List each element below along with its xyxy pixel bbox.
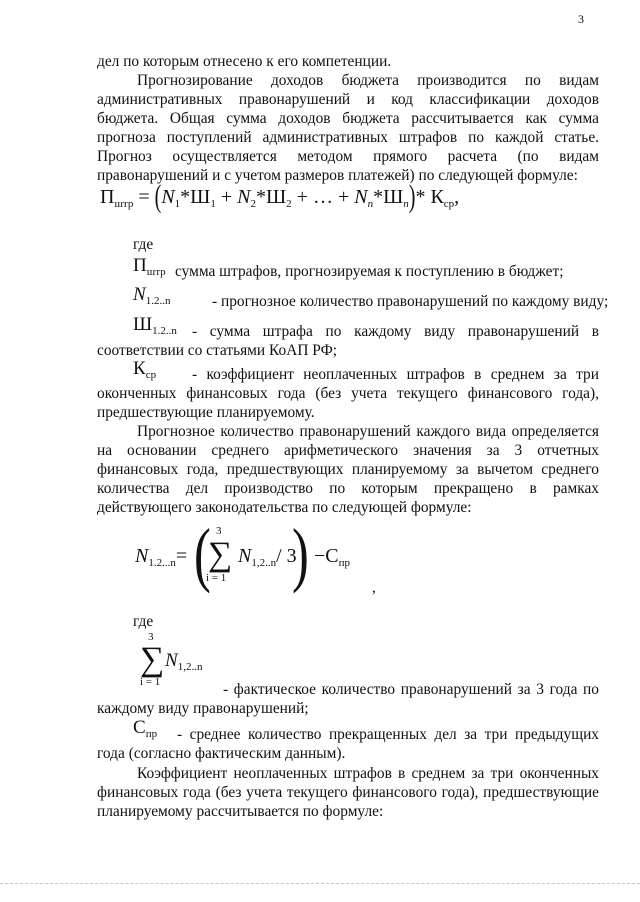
def-text-k: - коэффициент неоплаченных штрафов в среднем за три оконченных финансовых года (без учета текущего финансового года), предшествующие планируемому. [97, 366, 599, 421]
formula2-sum-body: $N_{1,2..n}/$ 3 [238, 545, 297, 569]
def-symbol-sh: $Ш_{1.2..n}$ [133, 314, 177, 337]
def-text-sum: - фактическое количество правонарушений за 3 года по каждому виду правонарушений; [97, 681, 599, 717]
page-number: 3 [578, 12, 584, 26]
formula2-lhs: $N_{1.2...n}=$ [135, 545, 188, 569]
sum-bottom-limit: i = 1 [206, 572, 227, 584]
def-symbol-p: $П_{штр}$ [133, 255, 166, 278]
def-sum-sign: ∑ [140, 641, 165, 678]
def-sum-body: $N_{1,2..n}$ [165, 650, 203, 673]
def-sum-top: 3 [148, 631, 154, 643]
paragraph-continuation: дел по которым отнесено к его компетенции. [97, 53, 392, 70]
formula-total-fines: $П_{штр} = (N_1*Ш_1 + N_2*Ш_2$ + … + $N_n*Ш_n)*$ $К_{ср}$, [100, 179, 460, 215]
symbol-p: П [100, 186, 115, 208]
paragraph-coefficient: Коэффициент неоплаченных штрафов в среднем за три оконченных финансовых года (без учета текущего финансового года), предшествующие планируемому рассчитывается по формуле: [97, 765, 599, 820]
formula2-open-paren: ( [194, 514, 211, 594]
label-where-2: где [133, 613, 154, 630]
paragraph-forecast-method: Прогнозирование доходов бюджета производится по видам административных правонарушений и код классификации доходов бюджета. Общая сумма доходов бюджета рассчитывается как сумма прогноза поступлений административных штрафов по каждой статье. Прогноз осуществляется методом прямого расчета (по видам правонарушений и с учетом размеров платежей) по следующей формуле: [97, 72, 599, 184]
def-text-p: сумма штрафов, прогнозируемая к поступлению в бюджет; [175, 263, 564, 280]
def-text-c: - среднее количество прекращенных дел за три предыдущих года (согласно фактическим данным). [97, 726, 599, 762]
def-symbol-n: $N_{1.2..n}$ [133, 284, 171, 307]
def-symbol-k: $К_{ср}$ [133, 358, 157, 381]
def-symbol-c: $С_{пр}$ [133, 717, 158, 740]
formula2-comma: , [372, 579, 376, 596]
label-where-1: где [133, 236, 154, 253]
def-text-sh: - сумма штрафа по каждому виду правонарушений в соответствии со статьями КоАП РФ; [97, 323, 599, 359]
sum-top-limit: 3 [216, 525, 222, 537]
scan-bottom-edge [0, 883, 640, 884]
def-sum-bottom: i = 1 [140, 676, 161, 688]
formula2-close-paren: ) [292, 514, 309, 594]
sum-sign: ∑ [208, 536, 233, 573]
formula2-minus-c: $-С_{пр}$ [314, 545, 351, 569]
def-text-n: - прогнозное количество правонарушений по каждому виду; [212, 293, 609, 310]
paragraph-count-forecast: Прогнозное количество правонарушений каждого вида определяется на основании среднего арифметического значения за 3 отчетных финансовых года, предшествующих планируемому за вычетом среднего количества дел производство по которым прекращено в рамках действующего законодательства по следующей формуле: [97, 423, 599, 516]
